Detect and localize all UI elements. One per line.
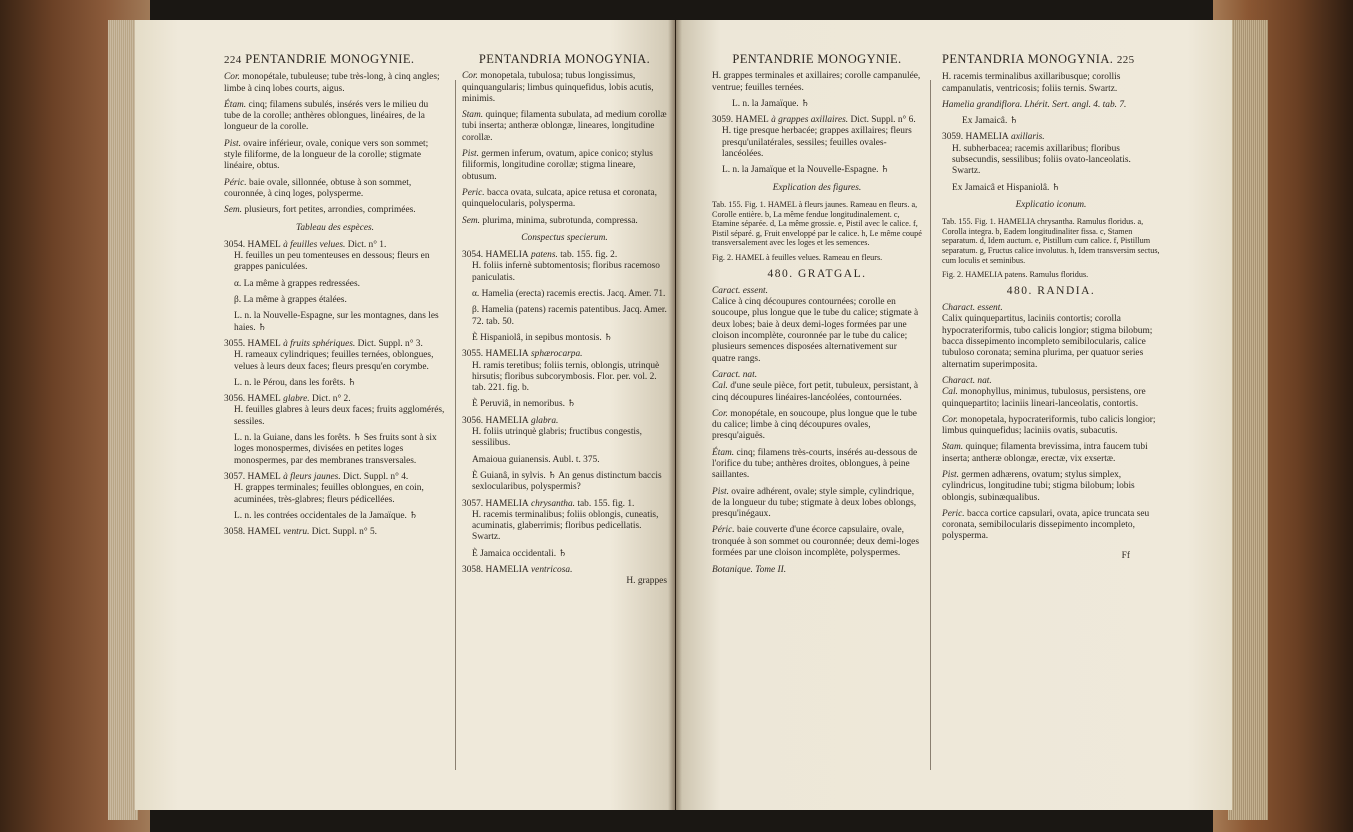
character-label: Stam. <box>462 110 484 121</box>
species-number: 3054. <box>462 250 484 261</box>
species-variety: α. La même à grappes redressées. <box>234 278 360 289</box>
species-epithet: sphærocarpa. <box>528 349 583 360</box>
species-habitat: L. n. la Guiane, dans les forêts. ♄ Ses fruits sont à six loges monospermes, divisées en petites loges monospermes, par des membranes transversales. <box>234 433 437 466</box>
character-line <box>224 205 446 216</box>
synonym: Hamelia grandiflora. Lhérit. Sert. angl. 4. tab. 7. <box>942 99 1127 110</box>
species-reference: Dict. Suppl. n° 4. <box>340 471 409 482</box>
character-line <box>224 139 446 173</box>
species-epithet: à feuilles velues. <box>280 239 346 250</box>
character-text: plurima, minima, subrotunda, compressa. <box>479 215 638 226</box>
species-entry <box>462 416 667 427</box>
character-text: d'une seule pièce, fort petit, tubuleux, persistant, à cinq découpures linéaires-lancéolées, contournées. <box>712 381 919 403</box>
character-text: monophyllus, minimus, tubulosus, persistens, ore quinquepartito; laciniis lineari-lanceolatis, contortis. <box>942 387 1146 409</box>
species-entry <box>224 472 446 483</box>
species-entry <box>224 339 446 350</box>
species-diagnosis: H. subherbacea; racemis axillaribus; floribus subsecundis, sessilibus; foliis ovato-lanceolatis. Swartz. <box>952 143 1131 177</box>
character-text: ovaire adhérent, ovale; style simple, cylindrique, de la longueur du tube; stigmate à deux lobes oblongs, presqu'inégaux. <box>712 486 917 520</box>
character-label: Sem. <box>462 215 480 226</box>
species-number: 3054. <box>224 239 246 250</box>
charact-essent-latin: Charact. essent. <box>942 303 1003 314</box>
habitat: L. n. la Jamaïque. ♄ <box>732 98 810 109</box>
character-line <box>462 71 667 105</box>
character-label: Cor. <box>462 71 478 82</box>
species-diagnosis: H. racemis terminalibus; foliis oblongis, cuneatis, acuminatis, glaberrimis; floribus pedicellatis. Swartz. <box>472 509 659 543</box>
species-genus: HAMELIA <box>485 564 529 575</box>
species-variety: α. Hamelia (erecta) racemis erectis. Jacq. Amer. 71. <box>472 289 666 300</box>
species-genus: HAMEL <box>247 394 281 405</box>
species-epithet: patens. <box>528 250 558 261</box>
explication-title: Explication des figures. <box>772 182 862 193</box>
character-label: Étam. <box>712 447 735 458</box>
character-label: Cal. <box>712 381 728 392</box>
species-diagnosis: H. ramis teretibus; foliis ternis, oblongis, utrinquè hirsutis; floribus subcorymbosis. Flor. per. vol. 2. tab. 221. fig. b. <box>472 360 660 394</box>
species-reference: Dict. n° 2. <box>309 394 351 405</box>
character-line <box>712 487 922 521</box>
character-line <box>224 178 446 201</box>
character-line <box>462 188 667 211</box>
character-label: Cor. <box>224 72 240 83</box>
species-entry <box>942 132 1160 143</box>
species-genus: HAMEL <box>247 239 281 250</box>
figure-explanation: Tab. 155. Fig. 1. HAMEL à fleurs jaunes. Rameau en fleurs. a, Corolle entière. b, La même fendue longitudinalement. c, Etamine séparée. d, La même grossie. e, Pistil avec le calice. f, Pistil séparé. g, Fruit enveloppé par le calice. h, Le même coupé transversalement avec les loges et les semences. <box>712 199 922 248</box>
species-epithet: ventru. <box>280 527 310 538</box>
character-label: Pist. <box>462 149 479 160</box>
character-text: germen inferum, ovatum, apice conico; stylus filiformis, longitudine corollæ; stigma lineare, obtusum. <box>462 149 653 182</box>
species-epithet: axillaris. <box>1008 132 1045 143</box>
character-line <box>712 448 922 482</box>
character-line <box>462 110 667 144</box>
species-habitat: È Guianâ, in sylvis. ♄ An genus distinctum baccis sexlocularibus, polyspermis? <box>472 470 662 493</box>
character-text: ovaire inférieur, ovale, conique vers son sommet; style filiforme, de la longueur de la corolle; stigmate linéaire, obtus. <box>224 138 429 172</box>
species-number: 3059. <box>712 115 734 126</box>
character-text: monopétale, en soucoupe, plus longue que le tube du calice; limbe à cinq découpures ovales, presqu'aiguës. <box>712 408 917 442</box>
character-text: monopétale, tubuleuse; tube très-long, à cinq angles; limbe à cinq lobes courts, aigus. <box>224 72 440 94</box>
character-text: bacca ovata, sulcata, apice retusa et coronata, quinquelocularis, polysperma. <box>462 187 657 210</box>
character-line <box>942 415 1160 438</box>
species-epithet: chrysantha. <box>528 498 576 509</box>
species-epithet: à fleurs jaunes. <box>280 471 341 482</box>
species-diagnosis: H. feuilles un peu tomenteuses en dessous; fleurs en grappes paniculées. <box>234 251 430 273</box>
character-label: Pist. <box>942 469 959 480</box>
species-diagnosis: H. tige presque herbacée; grappes axillaires; fleurs presqu'unilatérales, sessiles; feuilles ovales-lancéolées. <box>722 126 912 160</box>
charact-essent: Caract. essent. <box>712 285 768 296</box>
species-reference: Dict. n° 1. <box>345 239 387 250</box>
species-reference: Dict. Suppl. n° 3. <box>355 338 423 349</box>
species-genus: HAMELIA <box>485 415 529 426</box>
charact-nat: Caract. nat. <box>712 369 758 380</box>
footer-botanique: Botanique. Tome II. <box>712 565 787 576</box>
charact-essent-latin-text: Calix quinquepartitus, laciniis contortis; corolla hypocrateriformis, tubo calicis longior; stigma bilobum; bacca dissepimento incompleto semibilocularis, calice tubuloso coronata; semina plurima, per quatuor series alternatim superimposita. <box>942 314 1153 370</box>
character-text: monopetala, tubulosa; tubus longissimus, quinquangularis; limbus quinquefidus, lobis acutis, minimis. <box>462 71 654 104</box>
species-number: 3055. <box>224 338 246 349</box>
running-head-225: PENTANDRIA MONOGYNIA. 225 <box>942 52 1135 66</box>
intro-text-latin: H. racemis terminalibus axillaribusque; corollis campanulatis, ventricosis; foliis ternis. Swartz. <box>942 72 1121 94</box>
page-edges-left <box>108 20 138 820</box>
species-number: 3057. <box>224 471 246 482</box>
character-label: Péric. <box>712 525 735 536</box>
character-line <box>462 216 667 227</box>
character-label: Cor. <box>712 408 728 419</box>
species-diagnosis: H. foliis infernè subtomentosis; floribus racemoso paniculatis. <box>472 261 660 283</box>
species-number: 3056. <box>224 394 246 405</box>
species-variety: β. La même à grappes étalées. <box>234 295 347 306</box>
species-genus: HAMELIA <box>965 132 1009 143</box>
species-entry <box>224 240 446 251</box>
intro-text: H. grappes terminales et axillaires; corolle campanulée, ventrue; feuilles ternées. <box>712 71 921 93</box>
character-text: monopetala, hypocrateriformis, tubo calicis longior; limbus quinquefidus; laciniis ovatis, subacutis. <box>942 414 1156 437</box>
species-entry <box>462 250 667 261</box>
charact-essent-text: Calice à cinq découpures contournées; corolle en soucoupe, plus longue que le tube du calice; stigmate à deux lobes; baie à deux demi-loges formées par une cloison incomplète, couronnée par le tube du calice; plusieurs semences disposées alternativement sur quatre rangs. <box>712 297 919 364</box>
character-label: Péric. <box>224 177 247 188</box>
character-text: baie ovale, sillonnée, obtuse à son sommet, couronnée, à cinq loges, polysperme. <box>224 177 412 199</box>
species-habitat: È Jamaica occidentali. ♄ <box>472 548 567 559</box>
catchword: H. grappes <box>626 576 667 587</box>
species-reference: Dict. Suppl. n° 5. <box>309 527 377 538</box>
species-habitat: Ex Jamaicâ et Hispaniolâ. ♄ <box>952 182 1061 193</box>
character-text: cinq; filamens très-courts, insérés au-dessous de l'orifice du tube; anthères droites, oblongues, à peine saillantes. <box>712 447 918 481</box>
column-rule-left <box>455 80 456 770</box>
character-text: quinque; filamenta brevissima, intra faucem tubi inserta; antheræ oblongæ, erectæ, vix exsertæ. <box>942 442 1148 464</box>
species-habitat: L. n. les contrées occidentales de la Jamaïque. ♄ <box>234 510 418 521</box>
page-edges-right <box>1228 20 1268 820</box>
character-label: Peric. <box>942 508 965 519</box>
species-number: 3058. <box>224 527 246 538</box>
species-number: 3059. <box>942 132 964 143</box>
character-line <box>942 387 1160 410</box>
species-entry <box>462 565 667 576</box>
species-number: 3056. <box>462 415 484 426</box>
species-epithet: ventricosa. <box>528 564 573 575</box>
character-line <box>712 525 922 559</box>
character-label: Peric. <box>462 187 485 198</box>
column-224-french <box>224 54 446 538</box>
character-line <box>224 72 446 95</box>
character-line <box>942 509 1160 543</box>
charact-nat-latin: Charact. nat. <box>942 375 992 386</box>
species-entry <box>712 115 922 126</box>
species-habitat: L. n. la Nouvelle-Espagne, sur les montagnes, dans les haies. ♄ <box>234 311 439 333</box>
species-habitat: È Peruviâ, in nemoribus. ♄ <box>472 399 576 410</box>
species-variety: Amaioua guianensis. Aubl. t. 375. <box>472 454 600 465</box>
character-text: plusieurs, fort petites, arrondies, comprimées. <box>241 205 416 216</box>
species-reference: tab. 155. fig. 2. <box>557 250 618 261</box>
species-entry <box>462 349 667 360</box>
character-line <box>712 409 922 443</box>
character-line <box>224 100 446 134</box>
running-head-224: 224 PENTANDRIE MONOGYNIE. <box>224 52 415 66</box>
figure-explicatio-2: Fig. 2. HAMELIA patens. Ramulus floridus. <box>942 270 1089 280</box>
character-line <box>942 442 1160 465</box>
species-genus: HAMELIA <box>485 498 529 509</box>
habitat-latin: Ex Jamaicâ. ♄ <box>962 116 1019 127</box>
character-text: baie couverte d'une écorce capsulaire, ovale, tronquée à son sommet ou couronnée; deux demi-loges formées par une cloison incomplète, polyspermes. <box>712 525 919 559</box>
species-epithet: glabre. <box>280 394 310 405</box>
character-label: Étam. <box>224 99 247 110</box>
species-reference: tab. 155. fig. 1. <box>575 498 635 509</box>
character-label: Stam. <box>942 442 964 453</box>
species-genus: HAMEL <box>247 338 281 349</box>
species-epithet: à grappes axillaires. <box>768 115 849 126</box>
figure-explanation-2: Fig. 2. HAMEL à feuilles velues. Rameau en fleurs. <box>712 252 883 262</box>
species-number: 3058. <box>462 564 484 575</box>
character-label: Sem. <box>224 205 242 216</box>
character-text: germen adhærens, ovatum; stylus simplex, cylindricus, longitudine tubi; stigma bilobum; lobis oblongis, subinæqualibus. <box>942 469 1135 503</box>
species-habitat: L. n. le Pérou, dans les forêts. ♄ <box>234 377 357 388</box>
character-label: Pist. <box>224 138 241 149</box>
character-line <box>712 381 922 404</box>
signature-mark: Ff <box>1121 550 1130 561</box>
character-label: Pist. <box>712 486 729 497</box>
figure-explicatio: Tab. 155. Fig. 1. HAMELIA chrysantha. Ramulus floridus. a, Corolla integra. b, Eadem longitudinaliter fissa. c, Stamen separatum. d, Idem auctum. e, Pistillum cum calice. f, Pistillum separatum. g, Fructus calice involutus. h, Idem transversim sectus, cum loculis et seminibus. <box>942 217 1160 265</box>
species-reference: Dict. Suppl. n° 6. <box>848 115 916 126</box>
character-label: Cal. <box>942 387 958 398</box>
species-habitat: È Hispaniolâ, in sepibus montosis. ♄ <box>472 332 613 343</box>
species-entry <box>224 527 446 538</box>
species-genus: HAMELIA <box>485 349 529 360</box>
species-genus: HAMEL <box>247 471 281 482</box>
character-line <box>942 470 1160 504</box>
tableau-title: Tableau des espèces. <box>295 222 375 233</box>
column-224-latin <box>462 54 667 588</box>
species-genus: HAMEL <box>735 115 769 126</box>
running-head-latin-left: PENTANDRIA MONOGYNIA. <box>478 52 651 66</box>
explicatio-title: Explicatio iconum. <box>1015 199 1087 210</box>
conspectus-title: Conspectus specierum. <box>521 232 608 243</box>
species-diagnosis: H. rameaux cylindriques; feuilles ternées, oblongues, velues à leurs deux faces; fleurs presqu'en corymbe. <box>234 350 434 372</box>
species-genus: HAMEL <box>247 527 281 538</box>
species-diagnosis: H. foliis utrinquè glabris; fructibus congestis, sessilibus. <box>472 427 643 449</box>
column-225-french <box>712 54 922 577</box>
column-rule-right <box>930 80 931 770</box>
species-number: 3055. <box>462 349 484 360</box>
species-genus: HAMELIA <box>485 250 529 261</box>
character-text: cinq; filamens subulés, insérés vers le milieu du tube de la corolle; anthères oblongues, linéaires, de la longueur de la corolle. <box>224 99 429 133</box>
genus-heading: 480. GRATGAL. <box>767 267 867 280</box>
running-head-225-french: PENTANDRIE MONOGYNIE. <box>732 52 902 66</box>
column-225-latin <box>942 54 1160 562</box>
species-epithet: glabra. <box>528 415 559 426</box>
species-habitat: L. n. la Jamaïque et la Nouvelle-Espagne. ♄ <box>722 165 890 176</box>
character-label: Cor. <box>942 414 958 425</box>
species-epithet: à fruits sphériques. <box>280 338 356 349</box>
character-text: bacca cortice capsulari, ovata, apice truncata seu coronata, semibilocularis dissepimento incompleto, polysperma. <box>942 508 1150 542</box>
species-diagnosis: H. feuilles glabres à leurs deux faces; fruits agglomérés, sessiles. <box>234 405 445 427</box>
species-entry <box>462 499 667 510</box>
character-line <box>462 149 667 183</box>
species-diagnosis: H. grappes terminales; feuilles oblongues, en coin, acuminées, très-glabres; fleurs pédicellées. <box>234 483 424 505</box>
species-entry <box>224 394 446 405</box>
genus-heading-latin: 480. RANDIA. <box>1006 284 1096 297</box>
species-variety: β. Hamelia (patens) racemis patentibus. Jacq. Amer. 72. tab. 50. <box>472 305 667 327</box>
book-gutter <box>668 20 682 810</box>
character-text: quinque; filamenta subulata, ad medium corollæ tubi inserta; antheræ oblongæ, lineares, longitudine corollæ. <box>462 110 667 143</box>
species-number: 3057. <box>462 498 484 509</box>
